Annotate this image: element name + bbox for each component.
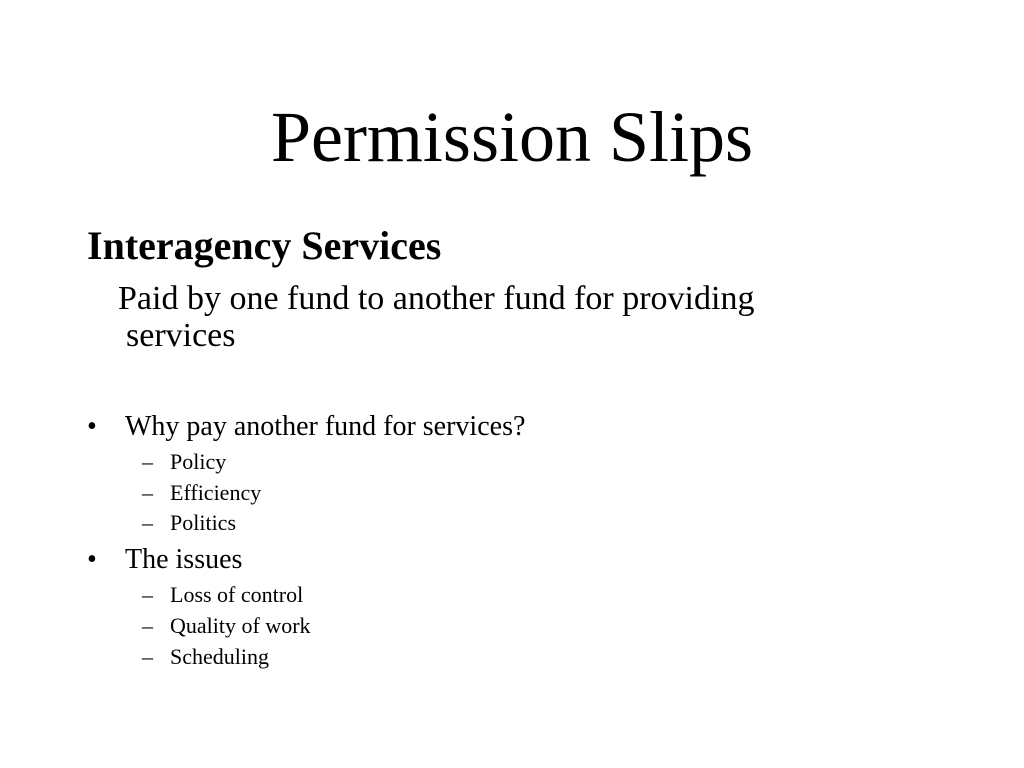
sub-item <box>142 582 303 608</box>
sub-item <box>142 613 311 639</box>
sub-item <box>142 449 226 475</box>
sub-marker: – <box>142 480 153 505</box>
sub-text: Efficiency <box>170 480 262 505</box>
sub-item <box>142 510 236 536</box>
section-description <box>118 280 898 354</box>
sub-item <box>142 480 261 506</box>
sub-marker: – <box>142 582 153 607</box>
sub-marker: – <box>142 644 153 669</box>
sub-marker: – <box>142 449 153 474</box>
bullet-marker: • <box>87 544 97 575</box>
slide-title: Permission Slips <box>270 97 754 177</box>
description-line-2: services <box>126 317 236 354</box>
description-line-1: Paid by one fund to another fund for providing <box>118 280 755 317</box>
bullet-text: The issues <box>125 544 243 575</box>
bullet-item <box>87 544 242 576</box>
sub-item <box>142 644 269 670</box>
sub-text: Quality of work <box>170 613 311 638</box>
bullet-marker: • <box>87 411 97 442</box>
bullet-text: Why pay another fund for services? <box>125 411 526 442</box>
sub-text: Politics <box>170 510 237 535</box>
section-heading: Interagency Services <box>87 223 442 268</box>
sub-text: Scheduling <box>170 644 269 669</box>
sub-marker: – <box>142 510 153 535</box>
sub-marker: – <box>142 613 153 638</box>
sub-text: Loss of control <box>170 582 304 607</box>
sub-text: Policy <box>170 449 227 474</box>
bullet-item <box>87 411 525 443</box>
